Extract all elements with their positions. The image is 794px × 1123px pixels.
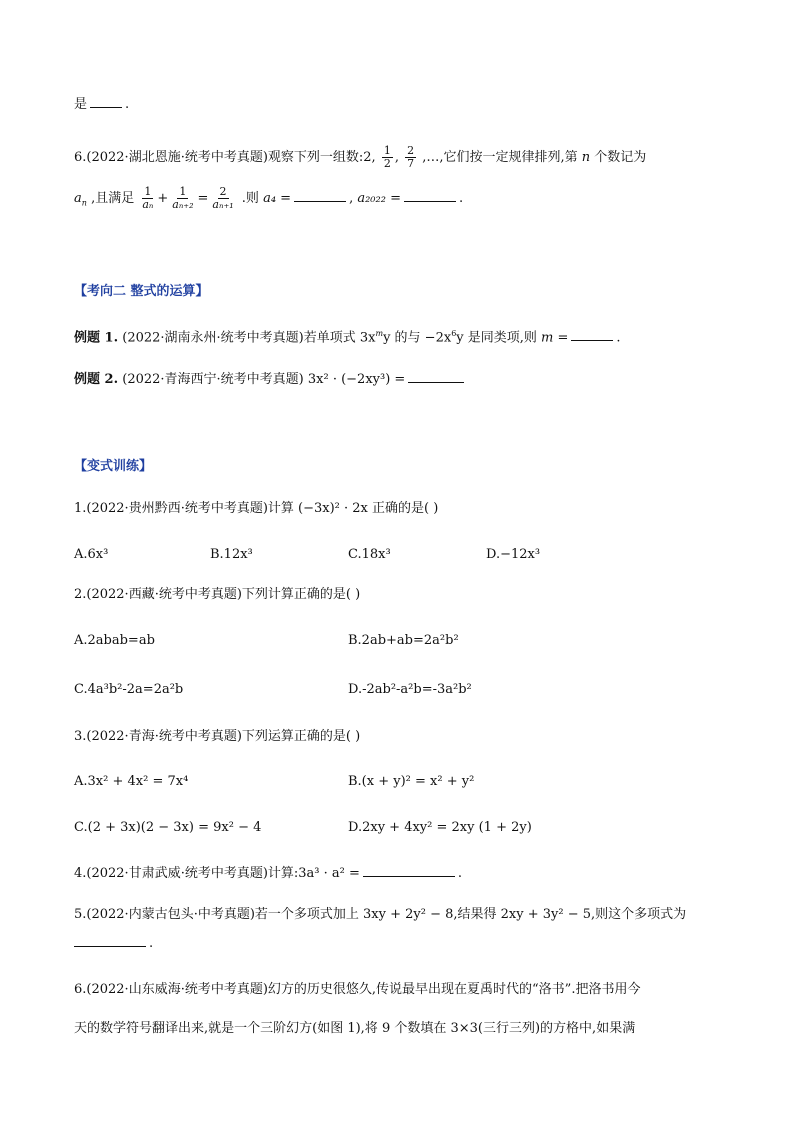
example-text: y 的与 −2x (383, 330, 452, 346)
p3-option-d[interactable]: D.2xy + 4xy² = 2xy (1 + 2y) (348, 820, 532, 835)
example-2 (74, 370, 467, 389)
example-label: 例题 2. (74, 372, 119, 387)
text: . (457, 866, 463, 881)
answer-blank[interactable] (363, 864, 455, 877)
var-n: n (581, 150, 591, 165)
p2-option-d[interactable]: D.-2ab²-a²b=-3a²b² (348, 682, 472, 697)
p1-option-d[interactable]: D.−12x³ (486, 547, 541, 562)
num: 1 (179, 185, 187, 198)
example-text: (2022·湖南永州·统考中考真题)若单项式 3x (122, 330, 376, 346)
p3-option-b[interactable]: B.(x + y)² = x² + y² (348, 774, 475, 789)
text: . (125, 97, 130, 112)
exp-6: 6 (451, 329, 457, 338)
num: 1 (144, 185, 152, 198)
q6-text: ,…,它们按一定规律排列,第 (422, 150, 578, 165)
problem-2-stem: 2.(2022·西藏·统考中考真题)下列计算正确的是( ) (74, 587, 361, 602)
problem-5-line1: 5.(2022·内蒙古包头·中考真题)若一个多项式加上 3xy + 2y² − 8,结果得 2xy + 3y² − 5,则这个多项式为 (74, 907, 687, 922)
num: 2 (407, 144, 415, 157)
answer-blank[interactable] (408, 370, 464, 383)
a2022-label: a₂₀₂₂ = (357, 191, 401, 206)
num: 2 (219, 185, 227, 198)
den: aₙ (142, 198, 154, 211)
problem-3-stem: 3.(2022·青海·统考中考真题)下列运算正确的是( ) (74, 729, 361, 744)
text: 是 (74, 97, 88, 112)
example-text: (2022·青海西宁·统考中考真题) 3x² · (−2xy³) = (122, 372, 406, 387)
den: aₙ₊₂ (172, 198, 194, 211)
cond-frac-2 (170, 186, 195, 211)
var-an: $a_n$ (74, 191, 87, 208)
exp-m: m (375, 329, 384, 338)
p3-option-c[interactable]: C.(2 + 3x)(2 − 3x) = 9x² − 4 (74, 820, 262, 835)
fraction-2-7 (405, 145, 416, 170)
den: 2 (383, 157, 391, 170)
problem-1-stem: 1.(2022·贵州黔西·统考中考真题)计算 (−3x)² · 2x 正确的是( ) (74, 501, 439, 516)
p3-option-a[interactable]: A.3x² + 4x² = 7x⁴ (74, 774, 189, 789)
a4-blank[interactable] (294, 189, 346, 202)
cond-frac-3 (210, 186, 235, 211)
p2-option-a[interactable]: A.2abab=ab (74, 633, 155, 648)
cond-frac-1 (140, 186, 155, 211)
problem-6-line2: 天的数学符号翻译出来,就是一个三阶幻方(如图 1),将 9 个数填在 3×3(三行三列)的方格中,如果满 (74, 1021, 636, 1036)
p1-option-c[interactable]: C.18x³ (348, 547, 391, 562)
problem-5-line2 (74, 934, 153, 953)
m-eq: m = (541, 330, 569, 346)
example-text: y 是同类项,则 (456, 330, 537, 346)
problem-6-line1: 6.(2022·山东威海·统考中考真题)幻方的历史很悠久,传说最早出现在夏禹时代的“洛书”.把洛书用今 (74, 982, 641, 997)
answer-blank[interactable] (74, 934, 146, 947)
q5-tail-line (74, 95, 129, 114)
q6-text: 个数记为 (594, 150, 647, 165)
a4-label: a₄ = (263, 191, 292, 206)
q6-line2: $a_n$ ,且满足 $\frac{1}{\text{aₙ}}$ + $\frac{1}{\text{aₙ₊₂}}$ = $\frac{2}{\text{aₙ₊₁}}$ .则 a₄ = , a₂₀₂₂ = . (74, 185, 464, 211)
fraction-1-2 (382, 145, 393, 170)
problem-4 (74, 864, 462, 883)
answer-blank[interactable] (571, 328, 613, 341)
example-label: 例题 1. (74, 330, 119, 346)
q6-line1: 6.(2022·湖北恩施·统考中考真题)观察下列一组数:2, $\frac{1}{2}$ , $\frac{2}{7}$ ,…,它们按一定规律排列,第 n 个数记为 (74, 144, 647, 170)
num: 1 (383, 144, 391, 157)
problem-text: 4.(2022·甘肃武威·统考中考真题)计算:3a³ · a² = (74, 866, 360, 881)
section-heading-1: 【考向二 整式的运算】 (74, 284, 209, 299)
q6-stem: 6.(2022·湖北恩施·统考中考真题)观察下列一组数:2, (74, 150, 376, 165)
text: . (149, 936, 154, 951)
q6-text: ,且满足 (91, 191, 135, 206)
section-heading-2: 【变式训练】 (74, 459, 153, 474)
answer-blank[interactable] (90, 95, 122, 108)
p1-option-a[interactable]: A.6x³ (74, 547, 109, 562)
p2-option-c[interactable]: C.4a³b²-2a=2a²b (74, 682, 184, 697)
a2022-blank[interactable] (404, 189, 456, 202)
p1-option-b[interactable]: B.12x³ (210, 547, 253, 562)
den: aₙ₊₁ (212, 198, 234, 211)
den: 7 (407, 157, 415, 170)
example-1: 例题 1. (2022·湖南永州·统考中考真题)若单项式 $3x^my$ 的与 $-2x^6y$ 是同类项,则 m = . (74, 329, 621, 346)
p2-option-b[interactable]: B.2ab+ab=2a²b² (348, 633, 459, 648)
q6-text: .则 (241, 191, 259, 206)
